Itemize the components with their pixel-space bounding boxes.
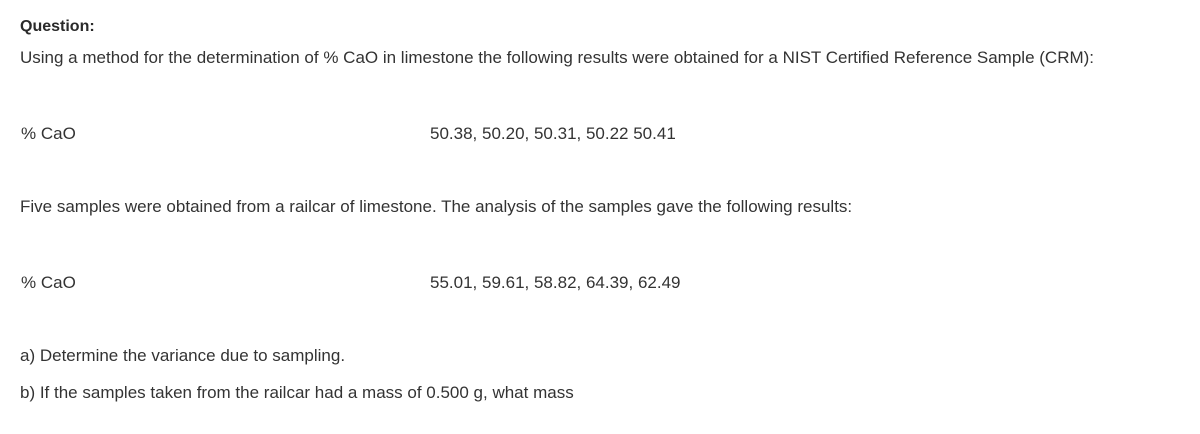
samples-label: % CaO <box>21 273 76 292</box>
question-intro-text: Using a method for the determination of % CaO in limestone the following results were obtained for a NIST Certified Reference Sample (CRM): <box>20 48 1095 67</box>
crm-values: 50.38, 50.20, 50.31, 50.22 50.41 <box>430 124 676 143</box>
crm-label: % CaO <box>21 124 76 143</box>
samples-intro-text: Five samples were obtained from a railcar of limestone. The analysis of the samples gave the following results: <box>20 197 853 216</box>
samples-values: 55.01, 59.61, 58.82, 64.39, 62.49 <box>430 273 681 292</box>
part-b-question: b) If the samples taken from the railcar had a mass of 0.500 g, what mass <box>20 383 574 402</box>
question-heading: Question: <box>20 18 95 35</box>
part-a-question: a) Determine the variance due to sampling. <box>20 346 346 365</box>
